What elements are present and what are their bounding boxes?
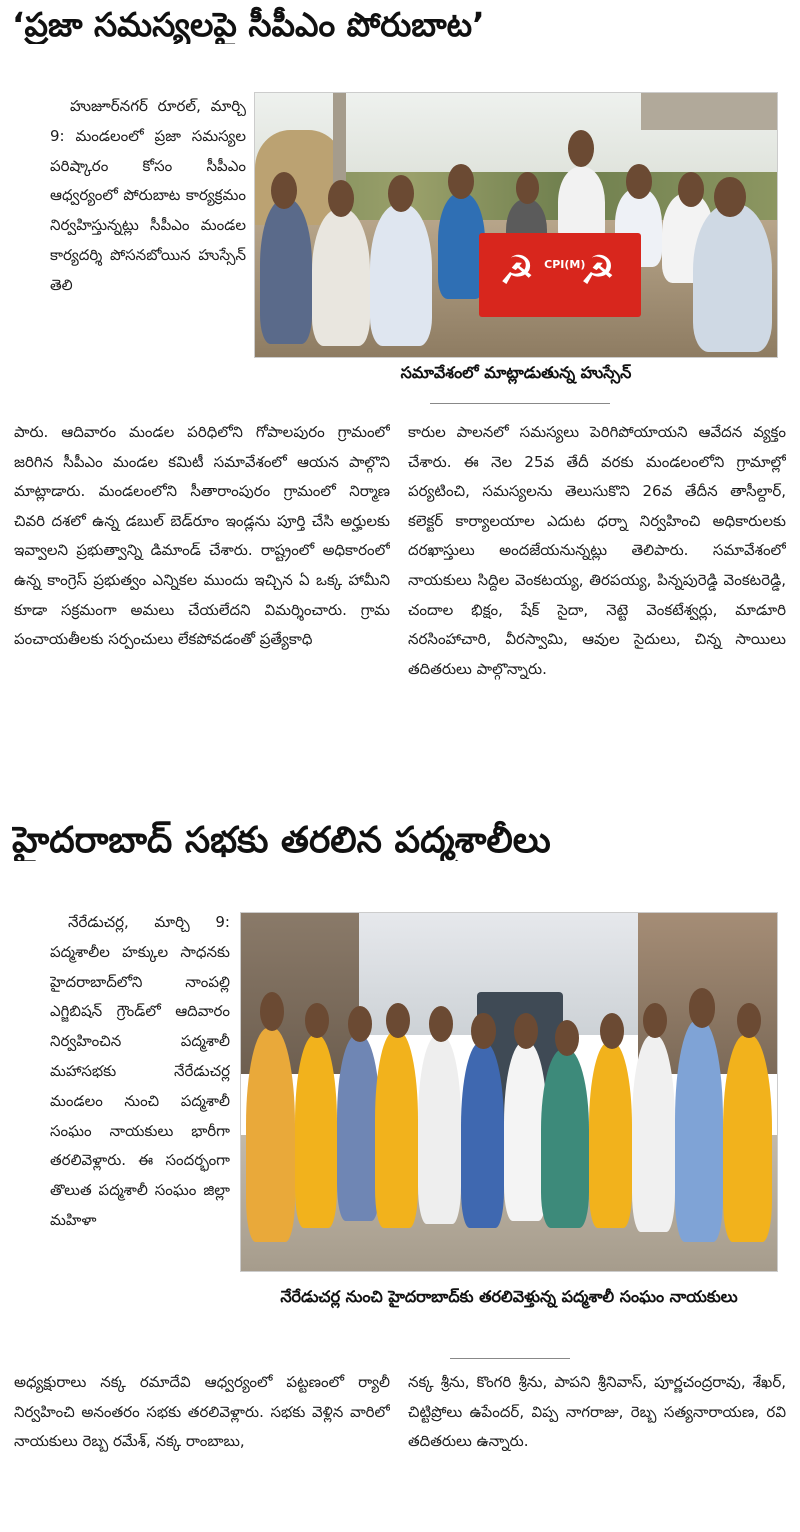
article2-lead-column: నేరేడుచర్ల, మార్చి 9: పద్మశాలీల హక్కుల సాధనకు హైదరాబాద్‌లోని నాంపల్లి ఎగ్జిబిషన్ గ్రౌండ్‌లో ఆదివారం నిర్వహించిన పద్మశాలీ మహాసభకు నేరేడుచర్ల మండలం నుంచి పద్మశాలీ సంఘం నాయకులు భారీగా తరలివెళ్లారు. ఈ సందర్భంగా తొలుత పద్మశాలీ సంఘం జిల్లా మహిళా: [50, 913, 230, 1229]
hammer-sickle-icon: ☭: [579, 248, 616, 295]
banner-text: CPI(M): [544, 258, 586, 272]
article2-column-left: అధ్యక్షురాలు నక్క రమాదేవి ఆధ్వర్యంలో పట్టణంలో ర్యాలీ నిర్వహించి అనంతరం సభకు తరలివెళ్లారు. సభకు వెళ్లిన వారిలో నాయకులు రెబ్బ రమేశ్, నక్క రాంబాబు,: [14, 1373, 390, 1451]
hammer-sickle-icon: ☭: [498, 248, 535, 295]
article1-photo: [254, 92, 778, 358]
article1-column-left: పారు. ఆదివారం మండల పరిధిలోని గోపాలపురం గ్రామంలో జరిగిన సీపీఎం మండల కమిటీ సమావేశంలో ఆయన పాల్గొని మాట్లాడారు. మండలంలోని సీతారాంపురం గ్రామంలో నిర్మాణ చివరి దశలో ఉన్న డబుల్ బెడ్‌రూం ఇండ్లను పూర్తి చేసి అర్హులకు ఇవ్వాలని ప్రభుత్వాన్ని డిమాండ్ చేశారు. రాష్ట్రంలో అధికారంలో ఉన్న కాంగ్రెస్ ప్రభుత్వం ఎన్నికల ముందు ఇచ్చిన ఏ ఒక్క హామీని కూడా సక్రమంగా అమలు చేయలేదని విమర్శించారు. గ్రామ పంచాయతీలకు సర్పంచులు లేకపోవడంతో ప్రత్యేకాధి: [14, 423, 390, 649]
article2-headline: హైదరాబాద్ సభకు తరలిన పద్మశాలీలు: [12, 820, 551, 861]
article2-photo: [240, 912, 778, 1272]
caption-divider: [450, 1358, 570, 1359]
cpim-banner: [479, 233, 641, 317]
article1-headline: ‘ప్రజా సమస్యలపై సీపీఎం పోరుబాట’: [12, 6, 485, 44]
article1-lead-column: హుజూర్‌నగర్ రూరల్, మార్చి 9: మండలంలో ప్రజా సమస్యల పరిష్కారం కోసం సీపీఎం ఆధ్వర్యంలో పోరుబాట కార్యక్రమం నిర్వహిస్తున్నట్లు సీపీఎం మండల కార్యదర్శి పోసనబోయిన హుస్సేన్ తెలి: [50, 97, 246, 294]
article2-photo-caption: నేరేడుచర్ల నుంచి హైదరాబాద్‌కు తరలివెళ్తున్న పద్మశాలీ సంఘం నాయకులు: [280, 1287, 738, 1306]
caption-divider: [430, 403, 610, 404]
article1-photo-caption: సమావేశంలో మాట్లాడుతున్న హుస్సేన్: [400, 363, 632, 382]
article1-column-right: కారుల పాలనలో సమస్యలు పెరిగిపోయాయని ఆవేదన వ్యక్తం చేశారు. ఈ నెల 25వ తేదీ వరకు మండలంలోని గ్రామాల్లో పర్యటించి, సమస్యలను తెలుసుకొని 26వ తేదీన తాసీల్దార్, కలెక్టర్ కార్యాలయాల ఎదుట ధర్నా నిర్వహించి అధికారులకు దరఖాస్తులు అందజేయనున్నట్లు తెలిపారు. సమావేశంలో నాయకులు సిద్దిల వెంకటయ్య, తిరపయ్య, పిన్నపురెడ్డి వెంకటరెడ్డి, చందాల భిక్షం, షేక్ సైదా, నెట్టె వెంకటేశ్వర్లు, మాడూరి నరసింహాచారి, వీరస్వామి, ఆవుల సైదులు, చిన్న సాయిలు తదితరులు పాల్గొన్నారు.: [408, 423, 786, 678]
article2-column-right: నక్క శ్రీను, కొంగరి శ్రీను, పాపని శ్రీనివాస్, పూర్ణచంద్రరావు, శేఖర్, చిట్టిప్రోలు ఉపేందర్, విప్ప నాగరాజు, రెబ్బ సత్యనారాయణ, రవి తదితరులు ఉన్నారు.: [408, 1373, 786, 1451]
